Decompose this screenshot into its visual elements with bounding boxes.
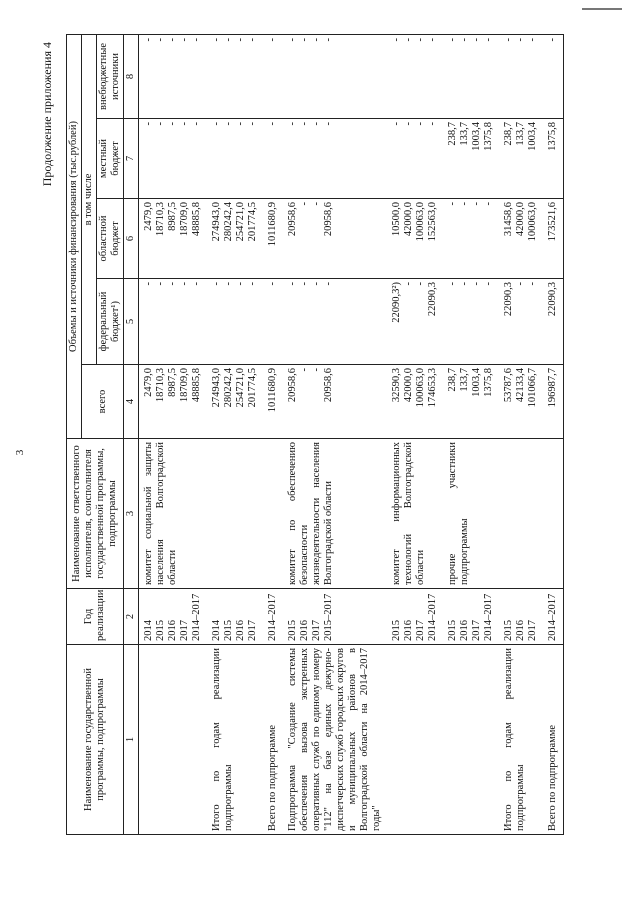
header-regional: областной бюджет xyxy=(97,199,124,279)
header-including: в том числе xyxy=(82,34,97,364)
executor: прочие участники подпрограммы xyxy=(443,439,499,589)
regional-value: 31458,6 42000,0 100063,0 xyxy=(499,199,543,279)
executor xyxy=(499,439,543,589)
table-row xyxy=(263,34,283,834)
extra-value: - - - - - xyxy=(139,34,208,118)
header-executor: Наименование ответственного исполнителя, соисполнителя государственной программы, подпрограммы xyxy=(67,439,124,589)
local-value: - - - - xyxy=(283,119,387,199)
federal-value: 22090,3 xyxy=(543,279,564,365)
years: 2014 2015 2016 2017 2014–2017 xyxy=(139,589,208,645)
header-local: местный бюджет xyxy=(97,119,124,199)
regional-value: 2479,0 18710,3 8987,5 18709,0 48885,8 xyxy=(139,199,208,279)
local-value: 238,7 133,7 1003,4 1375,8 xyxy=(443,119,499,199)
local-value: 1375,8 xyxy=(543,119,564,199)
local-value: - - - - xyxy=(207,119,263,199)
program-name xyxy=(139,645,208,835)
table-body xyxy=(139,34,564,834)
table-row xyxy=(499,34,543,834)
header-num-1: 1 xyxy=(124,645,139,835)
federal-value: - - - - - xyxy=(139,279,208,365)
federal-value: 22090,3²) - - 22090,3 xyxy=(387,279,443,365)
program-name: Всего по подпрограмме xyxy=(543,645,564,835)
table-row xyxy=(207,34,263,834)
regional-value: 173521,6 xyxy=(543,199,564,279)
years: 2014–2017 xyxy=(263,589,283,645)
total-value: 196987,7 xyxy=(543,365,564,439)
table-row xyxy=(443,34,499,834)
years: 2014–2017 xyxy=(543,589,564,645)
program-name xyxy=(387,645,443,835)
table-row xyxy=(139,34,208,834)
total-value: 274943,0 280242,4 254721,0 201774,5 xyxy=(207,365,263,439)
extra-value: - - - xyxy=(499,34,543,118)
regional-value: 274943,0 280242,4 254721,0 201774,5 xyxy=(207,199,263,279)
header-num-8: 8 xyxy=(124,34,139,118)
regional-value: 1011680,9 xyxy=(263,199,283,279)
table-row xyxy=(387,34,443,834)
header-num-7: 7 xyxy=(124,119,139,199)
years: 2015 2016 2017 xyxy=(499,589,543,645)
continuation-caption: Продолжение приложения 4 xyxy=(40,42,54,187)
executor xyxy=(207,439,263,589)
federal-value: 22090,3 - - xyxy=(499,279,543,365)
header-num-5: 5 xyxy=(124,279,139,365)
header-total: всего xyxy=(82,365,124,439)
total-value: 53787,6 42133,4 101066,7 xyxy=(499,365,543,439)
extra-value: - - - - xyxy=(283,34,387,118)
total-value: 238,7 133,7 1003,4 1375,8 xyxy=(443,365,499,439)
total-value: 2479,0 18710,3 8987,5 18709,0 48885,8 xyxy=(139,365,208,439)
page-number: 3 xyxy=(14,449,26,456)
years: 2015 2016 2017 2015–2017 xyxy=(283,589,387,645)
extra-value: - - - - xyxy=(207,34,263,118)
header-num-2: 2 xyxy=(124,589,139,645)
financing-table xyxy=(66,34,564,835)
header-num-4: 4 xyxy=(124,365,139,439)
program-name: Всего по подпрограмме xyxy=(263,645,283,835)
extra-value: - - - - xyxy=(387,34,443,118)
federal-value: - - - - xyxy=(283,279,387,365)
years: 2015 2016 2017 2014–2017 xyxy=(443,589,499,645)
federal-value: - xyxy=(263,279,283,365)
executor xyxy=(543,439,564,589)
header-federal: федеральный бюджет¹) xyxy=(97,279,124,365)
local-value: - - - - xyxy=(387,119,443,199)
header-num-3: 3 xyxy=(124,439,139,589)
header-year: Год реализации xyxy=(67,589,124,645)
table-row xyxy=(283,34,387,834)
header-num-6: 6 xyxy=(124,199,139,279)
header-funding-group: Объемы и источники финансирования (тыс.рублей) xyxy=(67,34,82,438)
total-value: 1011680,9 xyxy=(263,365,283,439)
program-name: Итого по годам реализации подпрограммы xyxy=(207,645,263,835)
executor: комитет по обеспечению безопасности жизнедеятельности населения Волгоградской области xyxy=(283,439,387,589)
federal-value: - - - - xyxy=(207,279,263,365)
total-value: 20958,6 - - 20958,6 xyxy=(283,365,387,439)
executor: комитет социальной защиты населения Волгоградской области xyxy=(139,439,208,589)
program-name: Итого по годам реализации подпрограммы xyxy=(499,645,543,835)
program-name: Подпрограмма "Создание системы обеспечения вызова экстренных оперативных служб по единому номеру "112" на базе единых дежурно-диспетчерских служб городских округов и муниципальных районов в Волгоградской области на 2014–2017 годы" xyxy=(283,645,387,835)
local-value: 238,7 133,7 1003,4 xyxy=(499,119,543,199)
executor: комитет информационных технологий Волгоградской области xyxy=(387,439,443,589)
executor xyxy=(263,439,283,589)
federal-value: - - - - xyxy=(443,279,499,365)
extra-value: - xyxy=(543,34,564,118)
years: 2015 2016 2017 2014–2017 xyxy=(387,589,443,645)
regional-value: 10500,0 42000,0 100063,0 152563,0 xyxy=(387,199,443,279)
local-value: - - - - - xyxy=(139,119,208,199)
header-program: Наименование государственной программы, подпрограммы xyxy=(67,645,124,835)
program-name xyxy=(443,645,499,835)
total-value: 32590,3 42000,0 100063,0 174653,3 xyxy=(387,365,443,439)
table-row xyxy=(543,34,564,834)
regional-value: - - - - xyxy=(443,199,499,279)
extra-value: - - - - xyxy=(443,34,499,118)
extra-value: - xyxy=(263,34,283,118)
regional-value: 20958,6 - - 20958,6 xyxy=(283,199,387,279)
header-extra: внебюджетные источники xyxy=(97,34,124,118)
years: 2014 2015 2016 2017 xyxy=(207,589,263,645)
local-value: - xyxy=(263,119,283,199)
